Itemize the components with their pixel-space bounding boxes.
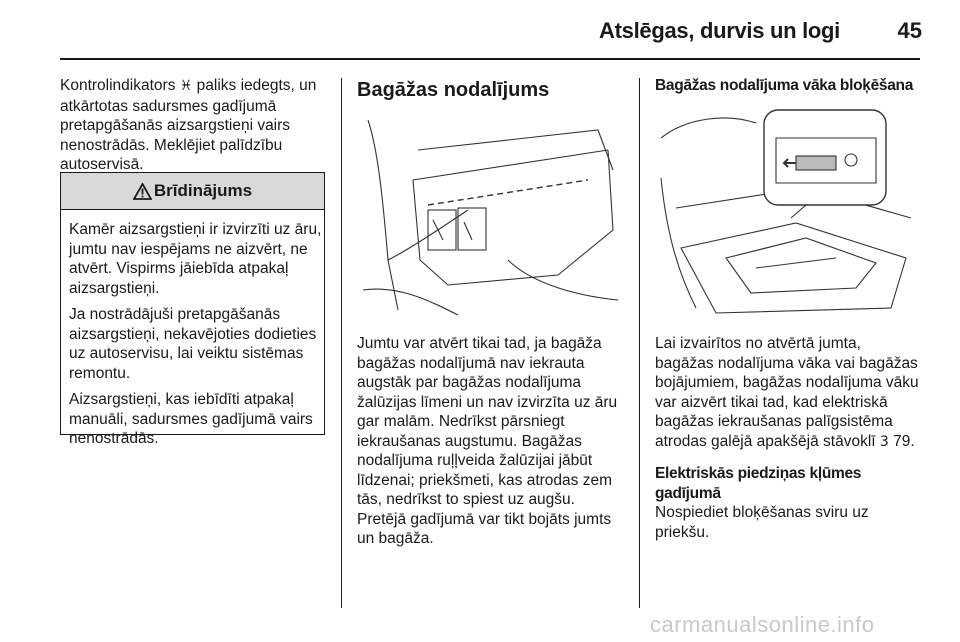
warning-paragraph: Aizsargstieņi, kas iebīdīti atpakaļ manuāli, sadursmes gadījumā vairs nenostrādās.	[69, 391, 313, 447]
warning-paragraph: Ja nostrādājuši pretapgāšanās aizsargstieņi, nekavējoties dodieties uz autoservisu, lai veiktu sistēmas remontu.	[69, 306, 317, 382]
body-paragraph	[655, 334, 923, 452]
intro-text: paliks iedegts, un atkārtotas sadursmes gadījumā pretapgāšanās aizsargstieņi vairs nenostrādās. Meklējiet palīdzību autoservisā.	[60, 77, 317, 173]
section-heading: Bagāžas nodalījuma vāka bloķēšana	[655, 77, 914, 94]
warning-box	[60, 172, 325, 447]
column-3	[655, 76, 923, 96]
trunk-lock-illustration	[656, 108, 921, 320]
body-paragraph: Nospiediet bloķēšanas sviru uz priekšu.	[655, 504, 869, 541]
header-divider	[60, 58, 920, 60]
body-text: Lai izvairītos no atvērtā jumta, bagāžas nodalījuma vāka vai bagāžas bojājumiem, bagāžas nodalījuma vāku var aizvērt tikai tad, kad elektriskā bagāžas iekraušanas palīgsistēma atrodas galējā apakšējā stāvoklī	[655, 335, 919, 450]
subsection-heading: Elektriskās piedziņas kļūmes gadījumā	[655, 465, 862, 502]
page-title: Atslēgas, durvis un logi	[599, 18, 840, 43]
page-reference-arrow-icon: 3	[879, 433, 889, 450]
warning-title: Brīdinājums	[153, 181, 253, 200]
warning-header	[61, 173, 324, 210]
warning-triangle-icon	[133, 183, 152, 200]
watermark: carmanualsonline.info	[650, 612, 875, 637]
trunk-illustration	[358, 110, 623, 317]
page-reference: 79.	[888, 432, 915, 450]
column-1	[60, 76, 328, 185]
column-3-body	[655, 334, 923, 552]
section-heading: Bagāžas nodalījums	[357, 79, 550, 101]
seat-airbag-icon: ♓	[179, 78, 193, 94]
warning-paragraph: Kamēr aizsargstieņi ir izvirzīti uz āru, jumtu nav iespējams ne aizvērt, ne atvērt. Vispirms jāiebīda atpakaļ aizsargstieņi.	[69, 221, 322, 297]
intro-paragraph	[60, 76, 328, 175]
intro-text: Kontrolindikators	[60, 77, 180, 94]
column-2	[357, 76, 625, 102]
column-divider	[341, 78, 342, 608]
page-number: 45	[897, 18, 922, 43]
column-2-body	[357, 334, 625, 559]
body-paragraph: Jumtu var atvērt tikai tad, ja bagāža bagāžas nodalījumā nav iekrauta augstāk par bagāžas nodalījuma žalūzijas līmeni un nav izvirzīta uz āru gar malām. Nedrīkst pārsniegt iekraušanas augstumu. Bagāžas nodalījuma ruļļveida žalūzijai jābūt līdzenai; priekšmeti, kas atrodas zem tās, nedrīkst to spiest uz augšu. Pretējā gadījumā var tikt bojāts jumts un bagāža.	[357, 335, 618, 547]
warning-body	[61, 210, 324, 449]
column-divider	[639, 78, 640, 608]
